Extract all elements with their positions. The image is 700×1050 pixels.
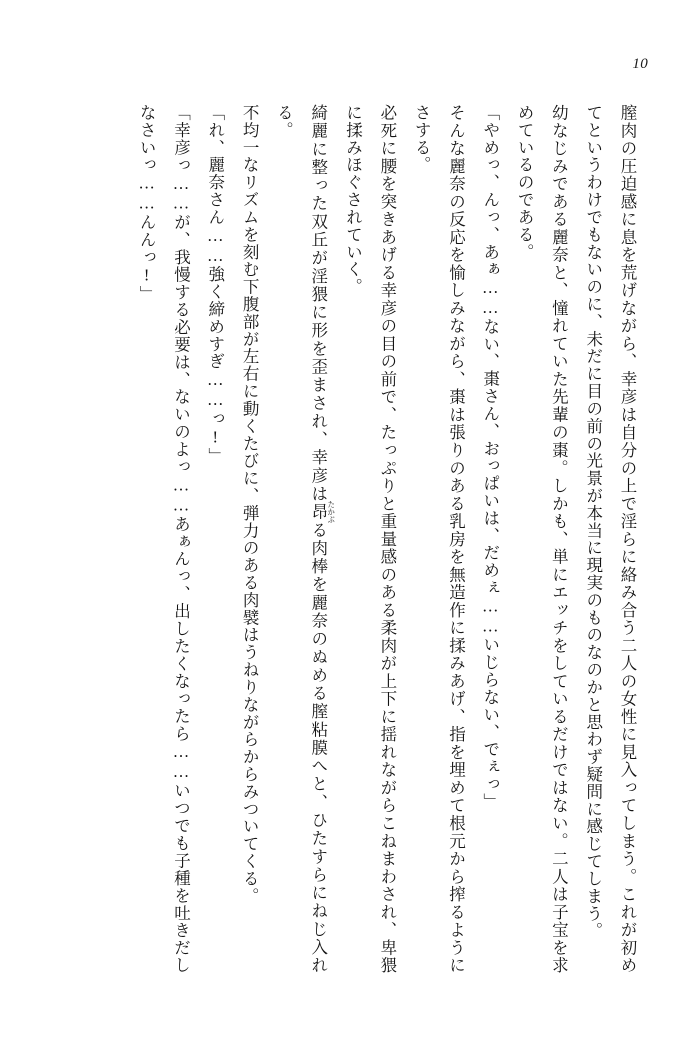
dialogue-line: 「れ、麗奈さん……強く締めすぎ……っ!」 xyxy=(205,104,225,465)
paragraph: 膣肉の圧迫感に息を荒げながら、幸彦は自分の上で淫らに絡み合う二人の女性に見入ってしまう。これが初めてというわけでもないのに、未だに目の前の光景が本当に現実のものなのかと思わず疑問に感じてしまう。 xyxy=(583,104,637,974)
paragraph: 不均一なリズムを刻む下腹部が左右に動くたびに、弾力のある肉襞はうねりながらからみついてくる。 xyxy=(240,104,260,905)
vertical-text-body xyxy=(56,104,644,974)
page-number: 10 xyxy=(632,56,648,72)
paragraph: 必死に腰を突きあげる幸彦の目の前で、たっぷりと重量感のある柔肉が上下に揺れながらこねまわされ、卑猥に揉みほぐされていく。 xyxy=(343,104,397,974)
paragraph: 幼なじみである麗奈と、憧れていた先輩の棗。しかも、単にエッチをしているだけではない。二人は子宝を求めているのである。 xyxy=(515,104,569,974)
paragraph: そんな麗奈の反応を愉しみながら、棗は張りのある乳房を無造作に揉みあげ、指を埋めて根元から搾るようにさする。 xyxy=(412,104,466,974)
dialogue-line: 「幸彦っ……が、我慢する必要は、ないのよっ……あぁんっ、出したくなったら……いつでも子種を吐きだしなさいっ……んんっ!」 xyxy=(137,104,191,974)
paragraph-with-ruby: 綺麗に整った双丘が淫猥に形を歪まされ、幸彦は昂 たかぶる肉棒を麗奈のぬめる膣粘膜へと、ひたすらにねじ入れる。 xyxy=(274,104,336,974)
dialogue-line: 「やめっ、んっ、あぁ……ない、棗さん、おっぱいは、だめぇ……いじらない、でぇっ」 xyxy=(480,104,500,811)
